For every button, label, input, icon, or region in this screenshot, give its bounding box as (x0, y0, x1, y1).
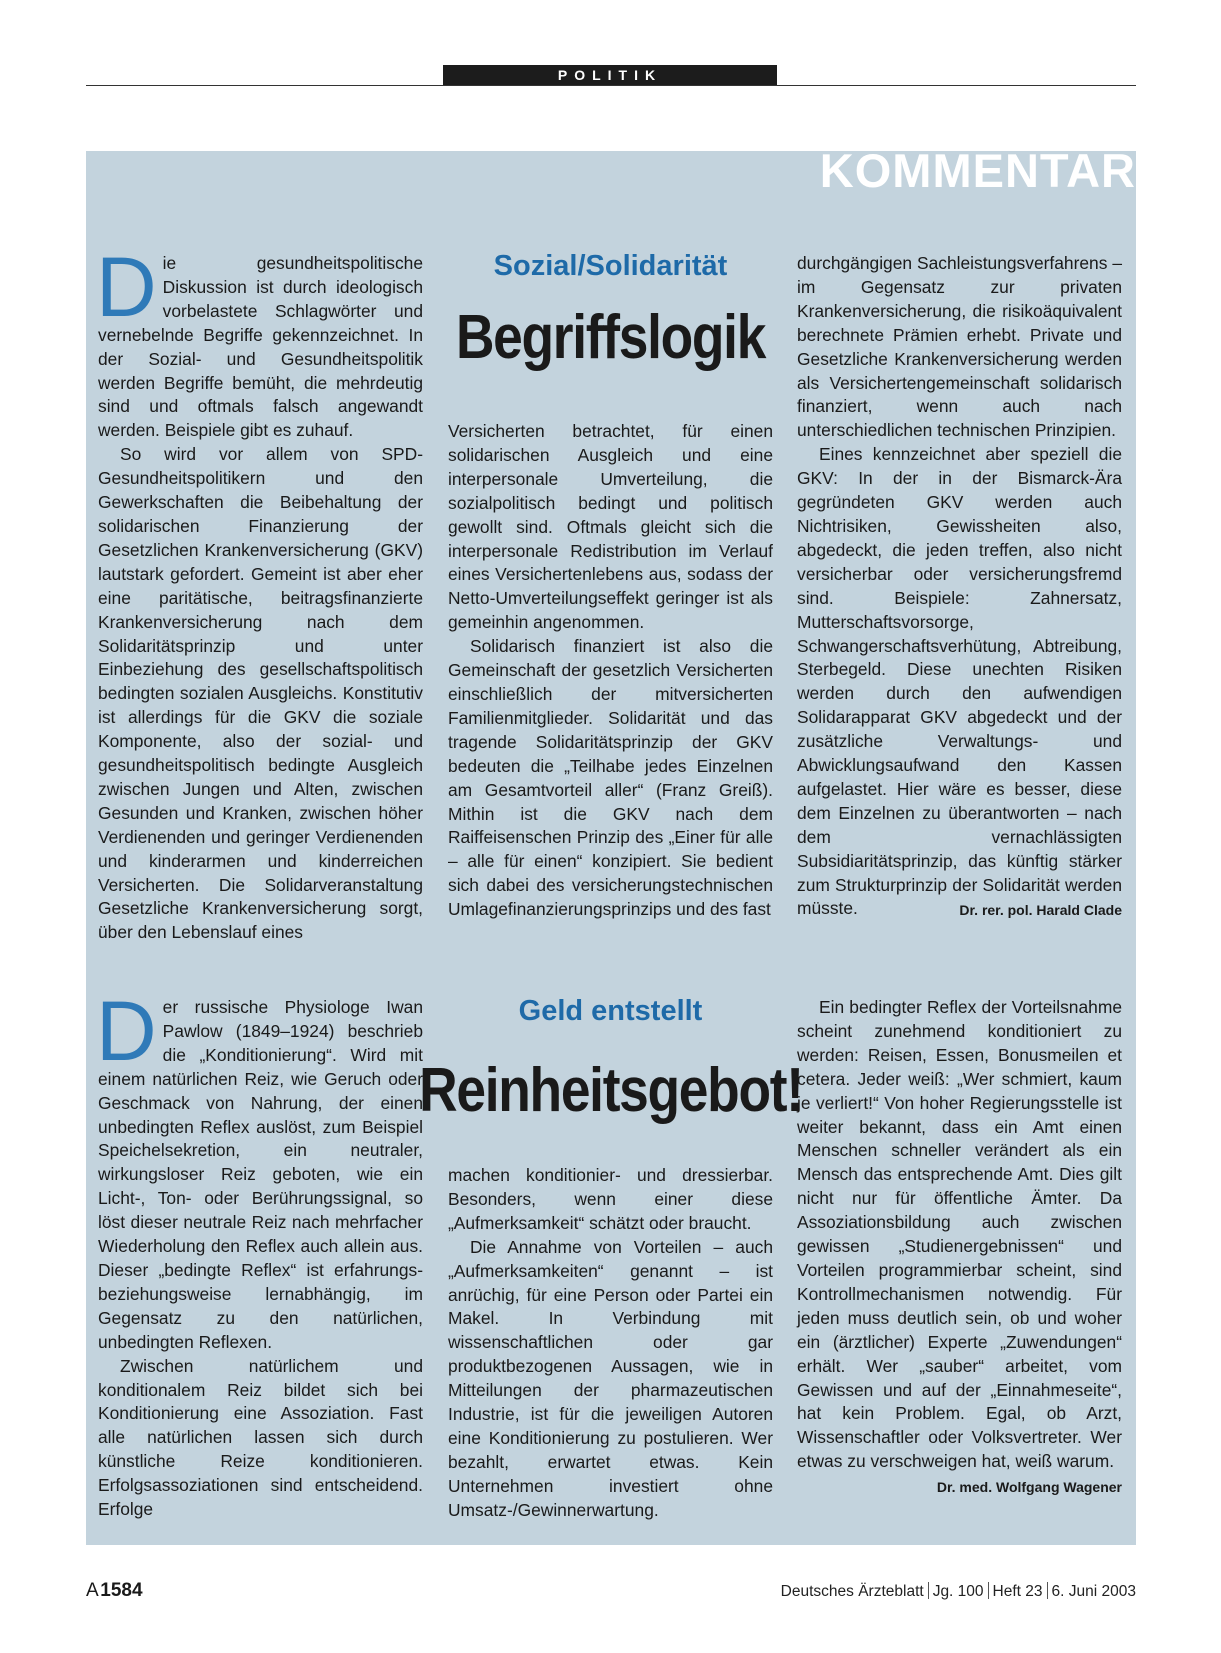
article2-dropcap: D (96, 984, 157, 1078)
footer-separator (1047, 1582, 1048, 1599)
article1-col2 (448, 420, 773, 922)
article2-paragraph: Die Annahme von Vorteilen – auch „Aufmerksamkeiten“ genannt – ist anrüchig, für eine Person oder Partei ein Makel. In Verbindung mit wissenschaftlichen oder gar produktbezogenen Aussagen, wie in Mitteilungen der pharmazeutischen Industrie, ist für die jeweiligen Autoren eine Konditionierung zu postulieren. Wer bezahlt, erwartet etwas. Kein Unternehmen investiert ohne Umsatz-/Gewinnerwartung. (448, 1236, 773, 1520)
footer-separator (928, 1582, 929, 1599)
article1-paragraph: Solidarisch finanziert ist also die Gemeinschaft der gesetzlich Versicherten einschließlich der mitversicherten Familienmitglieder. Solidarität und das tragende Solidaritätsprinzip der GKV bedeuten die „Teilhabe jedes Einzelnen am Gesamtvorteil aller“ (Franz Greiß). Mithin ist die GKV nach dem Raiffeisenschen Prinzip des „Einer für alle – alle für einen“ konzipiert. Sie bedient sich dabei des versicherungstechnischen Umlagefinanzierungsprinzips und des fast (448, 636, 773, 920)
article1-kicker: Sozial/Solidarität (493, 250, 728, 282)
article2-kicker: Geld entstellt (518, 995, 703, 1027)
article1-headline: Begriffslogik (455, 303, 766, 372)
panel-label: KOMMENTAR (819, 144, 1136, 195)
article2-paragraph: Zwischen natürlichem und konditionalem Reiz bildet sich bei Konditionierung eine Assoziation. Fast alle natürlichen lassen sich durch künstliche Reize konditionieren. Erfolgsassoziationen sind entscheidend. Erfolge (98, 1355, 423, 1520)
journal-volume: Jg. 100 (932, 1583, 984, 1600)
article2-col2 (448, 1164, 773, 1523)
article1-paragraph: Versicherten betrachtet, für einen solidarischen Ausgleich und eine interpersonale Umverteilung, die sozialpolitisch bedingt und politisch gewollt sind. Oftmals gleicht sich die interpersonale Redistribution im Verlauf eines Versichertenlebens aus, sodass der Netto-Umverteilungseffekt geringer ist als gemeinhin angenommen. (448, 421, 773, 633)
article2-text: Ein bedingter Reflex der Vorteilsnahme scheint zunehmend konditioniert zu werden: Reisen, Essen, Bonusmeilen et cetera. Jeder weiß: „Wer schmiert, kaum je verliert!“ Von hoher Regierungsstelle ist weiter bekannt, dass ein Amt einen Menschen schneller verändert als ein Mensch das entsprechende Amt. Dies gilt nicht nur für öffentliche Ämter. Da Assoziationsbildung auch zwischen gewissen „Studienergebnissen“ und Vorteilen programmierbar scheint, sind Kontrollmechanismen notwendig. Für jeden muss deutlich sein, ob und woher ein (ärztlicher) Experte „Zuwendungen“ erhält. Wer „sauber“ arbeitet, vom Gewissen und auf der „Einnahmeseite“, hat kein Problem. Egal, ob Arzt, Wissenschaftler oder Volksvertreter. Wer etwas zu verschweigen hat, weiß warum. (797, 997, 1122, 1472)
article1-paragraph: So wird vor allem von SPD-Gesundheitspolitikern und den Gewerkschaften die Beibehaltung der solidarischen Finanzierung der Gesetzlichen Krankenversicherung (GKV) lautstark gefordert. Gemeint ist aber eher eine paritätische, beitragsfinanzierte Krankenversicherung nach dem Solidaritätsprinzip und unter Einbeziehung des gesellschaftspolitisch bedingten sozialen Ausgleichs. Konstitutiv ist allerdings für die GKV die soziale Komponente, also der sozial- und gesundheitspolitisch bedingte Ausgleich zwischen Jungen und Alten, zwischen Gesunden und Kranken, zwischen höher Verdienenden und geringer Verdienenden und kinderarmen und kinderreichen Versicherten. Die Solidarveranstaltung Gesetzliche Krankenversicherung sorgt, über den Lebenslauf eines (98, 444, 423, 943)
footer-separator (988, 1582, 989, 1599)
article2-col1 (96, 984, 423, 1522)
article2-text: er russische Physiologe Iwan Pawlow (1849–1924) beschrieb die „Konditionierung“. Wird mit einem natürlichen Reiz, wie Geruch oder Geschmack von Nahrung, der einen unbedingten Reflex auslöst, zum Beispiel Speichelsekretion, ein neutraler, wirkungsloser Reiz geboten, wie ein Licht-, Ton- oder Berührungssignal, so löst dieser neutrale Reiz nach mehrfacher Wiederholung den Reflex auch allein aus. Dieser „bedingte Reflex“ ist erfahrungs- beziehungsweise lernabhängig, im Gegensatz zu den natürlichen, unbedingten Reflexen. (98, 997, 423, 1352)
journal-name: Deutsches Ärzteblatt (780, 1583, 924, 1600)
article2-headline: Reinheitsgebot! (419, 1056, 803, 1125)
header-rule (86, 85, 1136, 86)
article2-paragraph (96, 984, 423, 1355)
article1-col3 (797, 252, 1122, 923)
article1-col1 (96, 240, 423, 945)
page-number-value: 1584 (100, 1580, 143, 1601)
article2-paragraph (797, 996, 1122, 1496)
article2-col3 (797, 996, 1122, 1500)
article2-author: Dr. med. Wolfgang Wagener (936, 1479, 1122, 1496)
article1-text: ie gesundheitspolitische Diskussion ist durch ideologisch vorbelastete Schlagwörter und vernebelnde Begriffe gekennzeichnet. In der Sozial- und Gesundheitspolitik werden Begriffe bemüht, die mehrdeutig sind und oftmals falsch angewandt werden. Beispiele gibt es zuhauf. (98, 253, 423, 441)
footer-info (781, 1582, 1136, 1601)
page-prefix: A (86, 1580, 99, 1601)
article1-author: Dr. rer. pol. Harald Clade (959, 902, 1122, 919)
article1-dropcap: D (96, 240, 157, 334)
article1-paragraph (797, 443, 1122, 921)
article1-paragraph: durchgängigen Sachleistungsverfahrens – im Gegensatz zur privaten Krankenversicherung, die risikoäquivalent berechnete Prämien erhebt. Private und Gesetzliche Krankenversicherung werden als Versichertengemeinschaft solidarisch finanziert, wenn auch nach unterschiedlichen technischen Prinzipien. (797, 253, 1122, 441)
journal-date: 6. Juni 2003 (1051, 1583, 1136, 1600)
article1-text: Eines kennzeichnet aber speziell die GKV: In der in der Bismarck-Ära gegründeten GKV werden auch Nichtrisiken, Gewissheiten also, abgedeckt, die jeden treffen, also nicht versicherbar oder versicherungsfremd sind. Beispiele: Zahnersatz, Mutterschaftsvorsorge, Schwangerschaftsverhütung, Abtreibung, Sterbegeld. Diese unechten Risiken werden durch den aufwendigen Solidarapparat GKV abgedeckt und der zusätzliche Verwaltungs- und Abwicklungsaufwand den Kassen aufgelastet. Hier wäre es besser, diese dem Einzelnen zu überantworten – nach dem vernachlässigten Subsidiaritätsprinzip, das künftig stärker zum Strukturprinzip der Solidarität werden müsste. (797, 444, 1122, 919)
article1-paragraph (96, 240, 423, 443)
article2-paragraph: machen konditionier- und dressierbar. Besonders, wenn einer diese „Aufmerksamkeit“ schätzt oder braucht. (448, 1165, 773, 1233)
journal-issue: Heft 23 (992, 1583, 1043, 1600)
section-label: POLITIK (443, 65, 777, 85)
page-number (86, 1580, 143, 1602)
